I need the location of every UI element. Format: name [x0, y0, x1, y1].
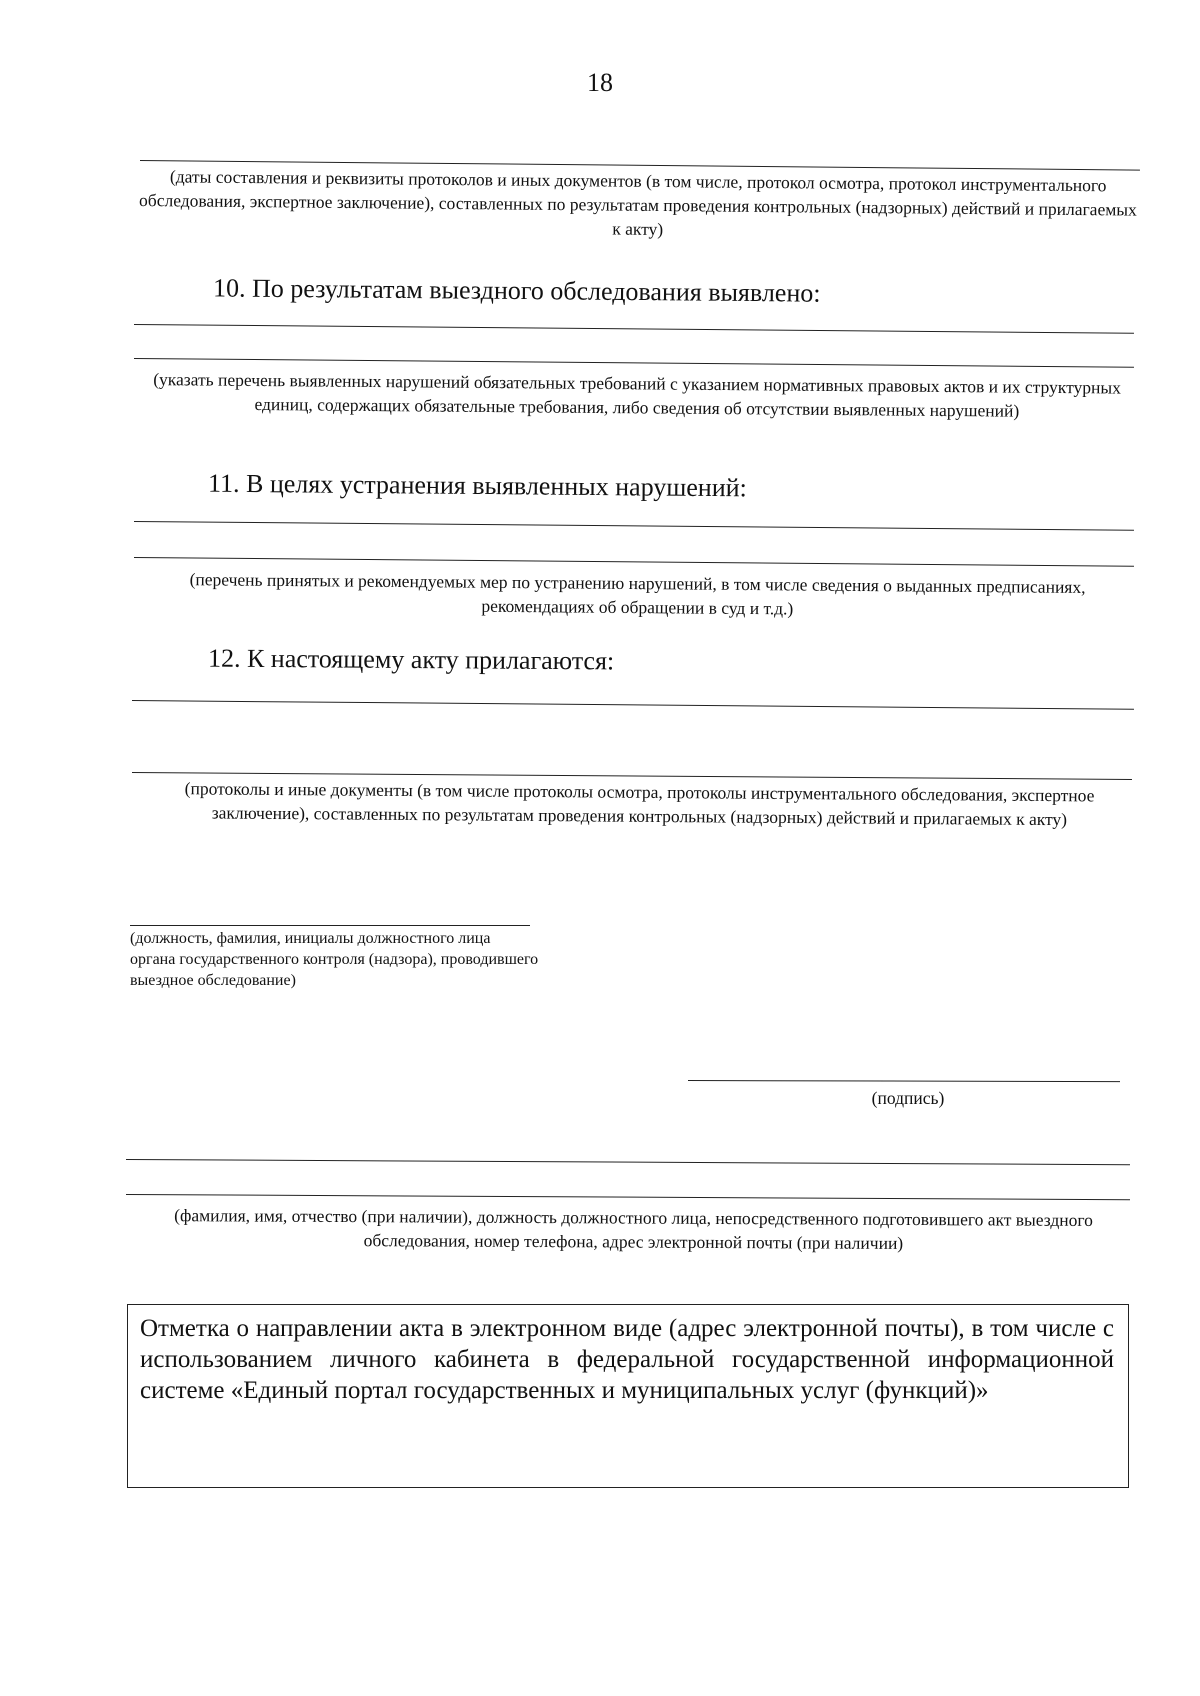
fill-line: [134, 358, 1134, 368]
fill-line: [134, 521, 1134, 531]
page-number: 18: [587, 68, 613, 97]
electronic-delivery-notice: Отметка о направлении акта в электронном виде (адрес электронной почты), в том числе с использованием личного кабинета в федеральной государственной информационной системе «Единый портал государственных и муниципальных услуг (функций)»: [140, 1315, 1114, 1404]
official-line: [130, 925, 530, 926]
signature-line: [688, 1080, 1120, 1082]
attachments-caption: (протоколы и иные документы (в том числе протоколы осмотра, протоколы инструментального обследования, экспертное заключение), составленных по результатам проведения контрольных (надзорных) действий и прилагаемых к акту): [184, 778, 1095, 830]
measures-caption: (перечень принятых и рекомендуемых мер по устранению нарушений, в том числе сведения о выданных предписаниях, рекомендациях об обращении в суд и т.д.): [189, 569, 1086, 619]
section-12-heading: 12. К настоящему акту прилагаются:: [207, 643, 615, 676]
signature-caption: (подпись): [871, 1088, 945, 1108]
preparer-caption: (фамилия, имя, отчество (при наличии), должность должностного лица, непосредственного подготовившего акт выездного обследования, номер телефона, адрес электронной почты (при наличии): [174, 1205, 1093, 1253]
protocols-caption: (даты составления и реквизиты протоколов и иных документов (в том числе, протокол осмотра, протокол инструментального обследования, экспертное заключение), составленных по результатам проведения контрольных (надзорных) действий и прилагаемых к акту): [138, 166, 1137, 240]
official-caption: (должность, фамилия, инициалы должностного лица органа государственного контроля (надзора), проводившего выездное обследование): [130, 930, 539, 989]
violations-caption: (указать перечень выявленных нарушений обязательных требований с указанием нормативных правовых актов и их структурных единиц, содержащих обязательные требования, либо сведения об отсутствии выявленных нарушений): [153, 369, 1121, 421]
fill-line: [134, 557, 1134, 567]
fill-line: [134, 324, 1134, 334]
fill-line: [126, 1159, 1130, 1165]
section-10-heading: 10. По результатам выездного обследования выявлено:: [212, 273, 821, 308]
section-11-heading: 11. В целях устранения выявленных нарушений:: [207, 468, 747, 503]
electronic-delivery-notice-box: [127, 1304, 1129, 1488]
fill-line: [126, 1194, 1130, 1200]
fill-line: [132, 700, 1134, 710]
